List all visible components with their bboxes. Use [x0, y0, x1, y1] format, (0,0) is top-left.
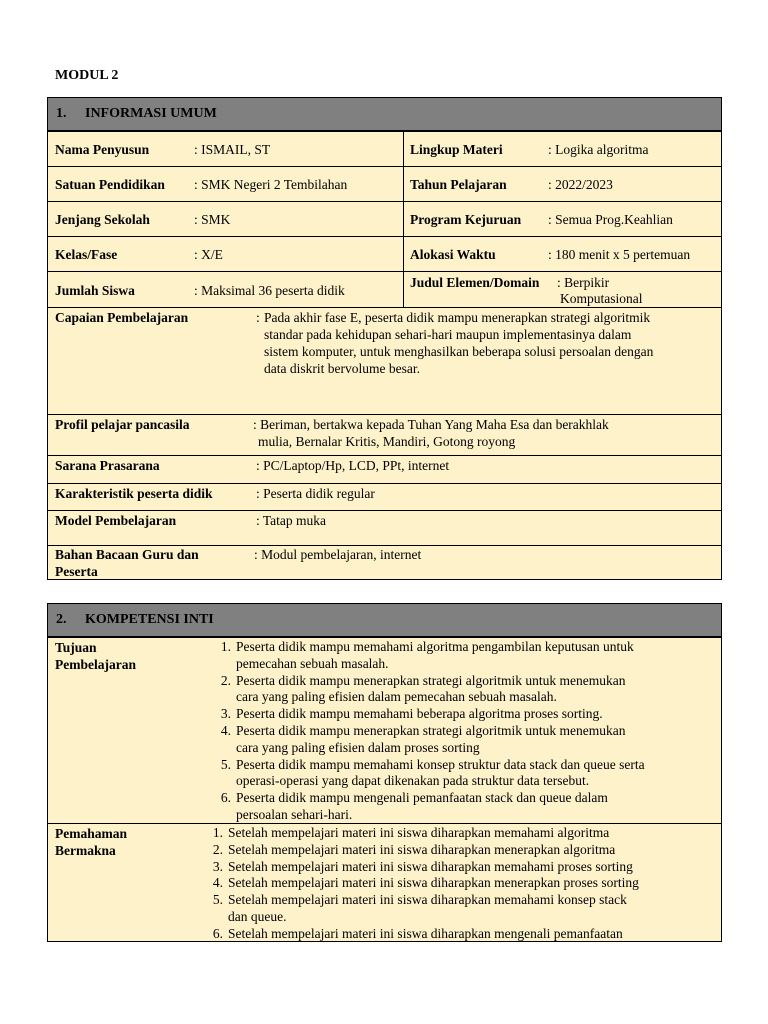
field-label: Nama Penyusun [55, 142, 150, 157]
field-label: Satuan Pendidikan [55, 177, 165, 192]
field-value: : PC/Laptop/Hp, LCD, PPt, internet [256, 458, 450, 473]
info-cell-jenjang-sekolah [47, 201, 404, 237]
field-value: : X/E [194, 247, 223, 262]
field-label: Judul Elemen/Domain [410, 275, 540, 290]
bahan-bacaan-cell [47, 545, 722, 580]
field-value: : Berpikir [557, 275, 610, 290]
capaian-line: sistem komputer, untuk menghasilkan beberapa solusi persoalan dengan [264, 344, 654, 359]
pemahaman-bermakna-cell [47, 823, 722, 942]
field-label: Capaian Pembelajaran [55, 310, 189, 325]
list-item: 6. Peserta didik mampu mengenali pemanfaatan stack dan queue dalam persoalan sehari-hari. [220, 790, 608, 822]
list-item: 1. Setelah mempelajari materi ini siswa diharapkan memahami algoritma [212, 825, 610, 840]
list-item: 5. Peserta didik mampu memahami konsep struktur data stack dan queue serta operasi-operasi yang dapat dikenakan pada struktur data tersebut. [220, 756, 645, 789]
section2-header [47, 603, 722, 637]
info-cell-tahun-pelajaran [403, 166, 722, 202]
document-title: MODUL 2 [55, 68, 119, 83]
field-value-continued: Komputasional [560, 291, 643, 306]
field-value: : SMK [194, 212, 231, 227]
field-value: : Beriman, bertakwa kepada Tuhan Yang Maha Esa dan berakhlak [253, 417, 609, 432]
model-pembelajaran-cell [47, 510, 722, 546]
info-cell-nama-penyusun [47, 131, 404, 167]
section1-header [47, 97, 722, 131]
info-cell-program-kejuruan [403, 201, 722, 237]
section1-number: 1. [56, 106, 67, 121]
field-value: : Semua Prog.Keahlian [548, 212, 673, 227]
capaian-pembelajaran-cell [47, 307, 722, 415]
field-label: Sarana Prasarana [55, 458, 160, 473]
list-item: 3. Setelah mempelajari materi ini siswa diharapkan memahami proses sorting [212, 858, 633, 874]
field-colon: : [256, 310, 260, 325]
info-cell-kelas-fase [47, 236, 404, 272]
list-item: 4. Setelah mempelajari materi ini siswa diharapkan menerapkan proses sorting [212, 875, 639, 891]
field-label: Tahun Pelajaran [410, 177, 507, 192]
field-label: Alokasi Waktu [410, 247, 496, 262]
section2-number: 2. [56, 612, 67, 627]
tujuan-list [213, 639, 718, 824]
karakteristik-cell [47, 483, 722, 511]
field-label: Kelas/Fase [55, 247, 118, 262]
profil-pelajar-cell [47, 414, 722, 456]
section1-title: INFORMASI UMUM [85, 106, 217, 121]
capaian-line: Pada akhir fase E, peserta didik mampu menerapkan strategi algoritmik [264, 310, 651, 325]
info-cell-satuan-pendidikan [47, 166, 404, 202]
field-label: Jenjang Sekolah [55, 212, 150, 227]
field-value: : Modul pembelajaran, internet [254, 547, 422, 562]
list-item: 2. Setelah mempelajari materi ini siswa diharapkan menerapkan algoritma [212, 841, 616, 857]
field-value: : Peserta didik regular [256, 486, 375, 501]
list-item: 1. Peserta didik mampu memahami algoritma pengambilan keputusan untuk pemecahan sebuah masalah. [220, 639, 634, 671]
field-label: Profil pelajar pancasila [55, 417, 190, 432]
list-item: 2. Peserta didik mampu menerapkan strategi algoritmik untuk menemukan cara yang paling efisien dalam pemecahan sebuah masalah. [220, 672, 626, 705]
section2-title: KOMPETENSI INTI [85, 612, 214, 627]
info-cell-lingkup-materi [403, 131, 722, 167]
sarana-prasarana-cell [47, 455, 722, 484]
capaian-line: data diskrit bervolume besar. [264, 361, 420, 376]
list-item: 4. Peserta didik mampu menerapkan strategi algoritmik untuk menemukan cara yang paling efisien dalam proses sorting [220, 722, 626, 755]
field-value: : Logika algoritma [548, 142, 649, 157]
field-value: : Maksimal 36 peserta didik [194, 283, 345, 298]
field-label: Tujuan [55, 640, 97, 655]
field-label: Karakteristik peserta didik [55, 486, 213, 501]
field-label-continued: Bermakna [55, 843, 116, 858]
field-label: Bahan Bacaan Guru dan [55, 547, 199, 562]
capaian-line: standar pada kehidupan sehari-hari maupun implementasinya dalam [264, 327, 632, 342]
field-label-continued: Pembelajaran [55, 657, 136, 672]
field-value: : 2022/2023 [548, 177, 613, 192]
list-item: 5. Setelah mempelajari materi ini siswa diharapkan memahami konsep stack dan queue. [212, 892, 627, 924]
field-label: Program Kejuruan [410, 212, 522, 227]
pemahaman-list [205, 825, 717, 943]
field-value-continued: mulia, Bernalar Kritis, Mandiri, Gotong royong [258, 434, 516, 449]
field-label: Pemahaman [55, 826, 127, 841]
list-item: 6. Setelah mempelajari materi ini siswa diharapkan mengenali pemanfaatan [212, 925, 623, 941]
field-label: Lingkup Materi [410, 142, 503, 157]
field-label: Jumlah Siswa [55, 283, 135, 298]
list-item: 3. Peserta didik mampu memahami beberapa algoritma proses sorting. [220, 706, 603, 722]
field-value: : 180 menit x 5 pertemuan [548, 247, 691, 262]
field-label: Model Pembelajaran [55, 513, 177, 528]
info-cell-judul-elemen [403, 271, 722, 308]
field-value: : Tatap muka [256, 513, 327, 528]
tujuan-pembelajaran-cell [47, 637, 722, 824]
field-value: : ISMAIL, ST [194, 142, 271, 157]
field-value: : SMK Negeri 2 Tembilahan [194, 177, 348, 192]
field-label-continued: Peserta [55, 564, 98, 579]
info-cell-jumlah-siswa [47, 271, 404, 308]
info-cell-alokasi-waktu [403, 236, 722, 272]
